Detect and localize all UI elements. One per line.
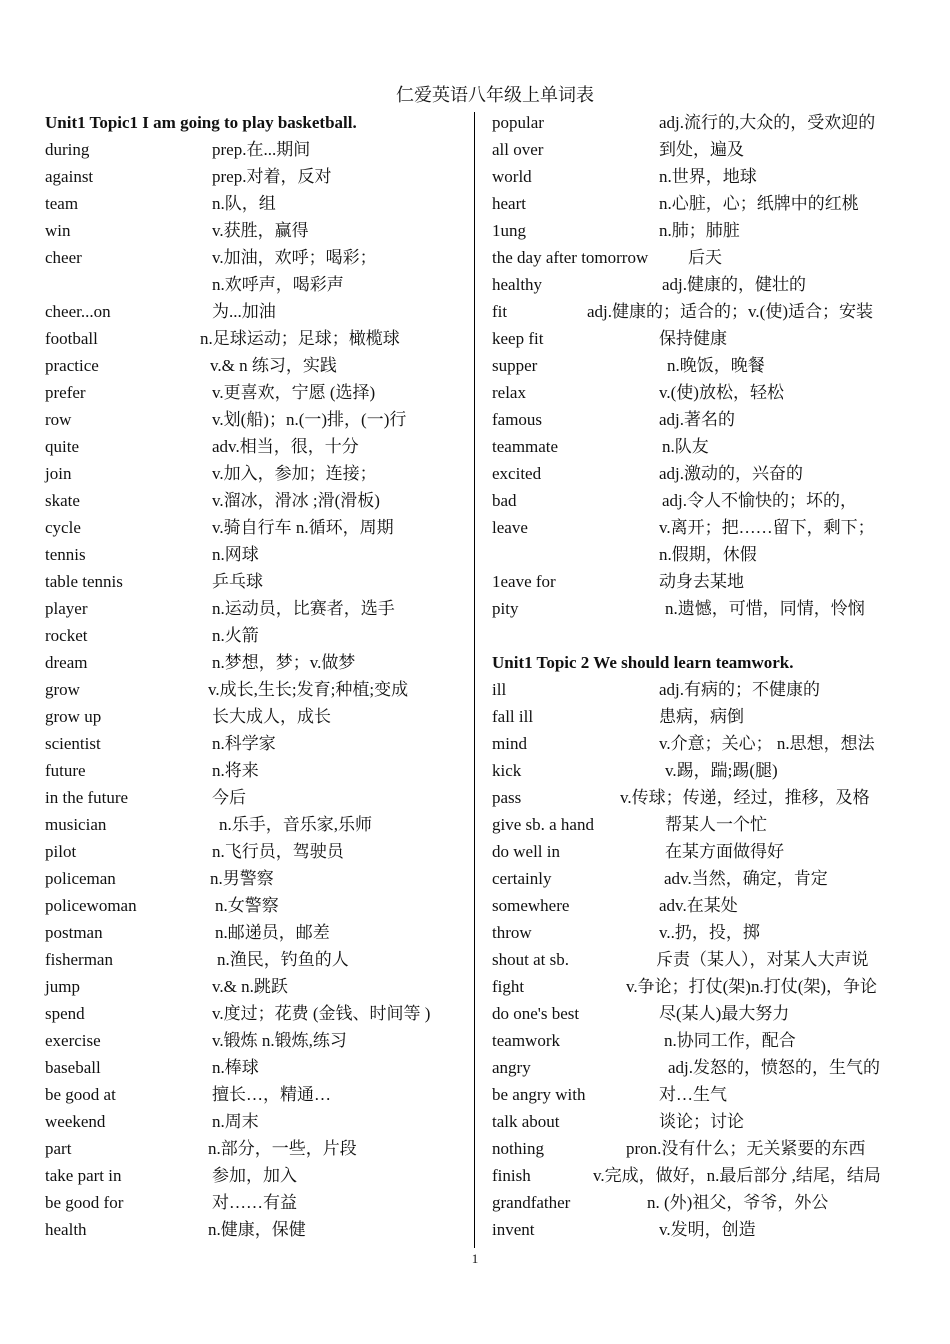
chinese-definition: n.假期，休假 (659, 545, 757, 564)
vocab-entry (45, 919, 465, 946)
english-word: dream (45, 653, 88, 672)
english-word: nothing (492, 1139, 544, 1158)
english-word: spend (45, 1004, 85, 1023)
chinese-definition: 长大成人，成长 (212, 707, 331, 726)
chinese-definition: n.周末 (212, 1112, 259, 1131)
vocab-entry (45, 811, 465, 838)
chinese-definition: 对……有益 (212, 1193, 297, 1212)
vocab-entry (45, 595, 465, 622)
chinese-definition: n.肺；肺脏 (659, 221, 740, 240)
vocab-entry (492, 1081, 932, 1108)
vocab-entry (492, 541, 932, 568)
page-title: 仁爱英语八年级上单词表 (396, 85, 594, 105)
english-word: future (45, 761, 86, 780)
vocab-entry (45, 784, 465, 811)
english-word: pass (492, 788, 522, 807)
english-word: throw (492, 923, 532, 942)
chinese-definition: 斥责（某人），对某人大声说 (656, 950, 869, 969)
english-word: musician (45, 815, 107, 834)
english-word: kick (492, 761, 522, 780)
english-word: grandfather (492, 1193, 571, 1212)
vocab-entry (492, 568, 932, 595)
english-word: player (45, 599, 88, 618)
chinese-definition: n.健康，保健 (208, 1220, 306, 1239)
chinese-definition: n.科学家 (212, 734, 276, 753)
english-word: football (45, 329, 98, 348)
english-word: fall ill (492, 707, 534, 726)
chinese-definition: 对…生气 (659, 1085, 727, 1104)
section-heading (45, 109, 465, 136)
chinese-definition: adj.令人不愉快的；坏的， (662, 491, 858, 510)
chinese-definition: v..扔，投，掷 (659, 923, 760, 942)
chinese-definition: n.队，组 (212, 194, 276, 213)
english-word: team (45, 194, 79, 213)
english-word: teammate (492, 437, 559, 456)
chinese-definition: v.加入，参加；连接； (212, 464, 377, 483)
english-word: exercise (45, 1031, 101, 1050)
vocab-entry (45, 946, 465, 973)
chinese-definition: n.欢呼声，喝彩声 (212, 275, 344, 294)
vocab-entry (492, 1189, 932, 1216)
vocab-entry (45, 1162, 465, 1189)
vocab-entry (492, 1027, 932, 1054)
english-word: fight (492, 977, 525, 996)
vocab-entry (492, 136, 932, 163)
vocab-entry (45, 136, 465, 163)
english-word: row (45, 410, 72, 429)
chinese-definition: 谈论；讨论 (659, 1112, 744, 1131)
english-word: do well in (492, 842, 560, 861)
english-word: scientist (45, 734, 101, 753)
chinese-definition: v.溜冰，滑冰 ;滑(滑板) (212, 491, 380, 510)
vocab-entry (492, 1108, 932, 1135)
vocab-entry (45, 379, 465, 406)
vocab-entry (492, 163, 932, 190)
chinese-definition: n.火箭 (212, 626, 259, 645)
chinese-definition: prep.对着，反对 (212, 167, 332, 186)
column-divider (474, 112, 475, 1248)
chinese-definition: n.女警察 (215, 896, 279, 915)
vocab-entry (45, 325, 465, 352)
chinese-definition: n.运动员，比赛者，选手 (212, 599, 395, 618)
vocab-entry (492, 109, 932, 136)
chinese-definition: adj.激动的，兴奋的 (659, 464, 804, 483)
heading-text: Unit1 Topic 2 We should learn teamwork. (492, 653, 794, 672)
english-word: certainly (492, 869, 552, 888)
vocab-entry (45, 1081, 465, 1108)
chinese-definition: v.度过；花费 (金钱、时间等 ) (212, 1004, 431, 1023)
english-word: quite (45, 437, 79, 456)
chinese-definition: v.介意；关心； n.思想，想法 (659, 734, 875, 753)
vocab-entry (492, 865, 932, 892)
english-word: invent (492, 1220, 535, 1239)
left-column (45, 109, 465, 1243)
vocab-entry (492, 730, 932, 757)
vocab-entry (45, 865, 465, 892)
chinese-definition: 到处，遍及 (659, 140, 744, 159)
vocab-entry (492, 757, 932, 784)
english-word: fisherman (45, 950, 113, 969)
vocab-entry (45, 433, 465, 460)
chinese-definition: v.骑自行车 n.循环，周期 (212, 518, 394, 537)
vocab-entry (45, 1108, 465, 1135)
vocab-entry (45, 460, 465, 487)
english-word: finish (492, 1166, 531, 1185)
chinese-definition: n.晚饭，晚餐 (667, 356, 765, 375)
english-word: cheer...on (45, 302, 111, 321)
vocab-entry (492, 325, 932, 352)
vocab-entry (492, 1162, 932, 1189)
english-word: table tennis (45, 572, 123, 591)
chinese-definition: v.加油，欢呼；喝彩； (212, 248, 377, 267)
vocab-entry (492, 811, 932, 838)
vocab-entry (492, 379, 932, 406)
chinese-definition: v.获胜，赢得 (212, 221, 309, 240)
chinese-definition: adv.相当，很，十分 (212, 437, 359, 456)
vocab-entry (45, 406, 465, 433)
english-word: join (45, 464, 72, 483)
english-word: world (492, 167, 532, 186)
vocab-entry (492, 487, 932, 514)
english-word: cheer (45, 248, 82, 267)
vocab-entry (492, 946, 932, 973)
english-word: grow up (45, 707, 102, 726)
vocab-entry (492, 514, 932, 541)
chinese-definition: n.网球 (212, 545, 259, 564)
english-word: win (45, 221, 71, 240)
english-word: against (45, 167, 94, 186)
vocab-entry (492, 271, 932, 298)
english-word: give sb. a hand (492, 815, 594, 834)
vocab-entry (45, 703, 465, 730)
english-word: weekend (45, 1112, 106, 1131)
chinese-definition: 帮某人一个忙 (665, 815, 767, 834)
vocab-entry (492, 433, 932, 460)
chinese-definition: v.更喜欢，宁愿 (选择) (212, 383, 376, 402)
chinese-definition: adj.发怒的，愤怒的，生气的 (668, 1058, 881, 1077)
chinese-definition: 乒乓球 (212, 572, 263, 591)
vocab-entry (492, 1054, 932, 1081)
vocab-entry (45, 622, 465, 649)
right-column (492, 109, 932, 1243)
vocab-entry (45, 1216, 465, 1243)
vocab-entry (45, 352, 465, 379)
english-word: policeman (45, 869, 116, 888)
chinese-definition: n.协同工作，配合 (664, 1031, 796, 1050)
vocab-entry (492, 595, 932, 622)
english-word: teamwork (492, 1031, 560, 1050)
english-word: take part in (45, 1166, 122, 1185)
page-number: 1 (471, 1251, 479, 1266)
chinese-definition: v.完成，做好，n.最后部分 ,结尾，结局 (593, 1166, 881, 1185)
chinese-definition: n.世界，地球 (659, 167, 757, 186)
english-word: policewoman (45, 896, 137, 915)
chinese-definition: v.踢，踹;踢(腿) (665, 761, 778, 780)
vocab-entry (45, 1054, 465, 1081)
english-word: mind (492, 734, 527, 753)
chinese-definition: v.(使)放松，轻松 (659, 383, 784, 402)
chinese-definition: 后天 (688, 248, 722, 267)
chinese-definition: n.部分，一些，片段 (208, 1139, 357, 1158)
chinese-definition: v.锻炼 n.锻炼,练习 (212, 1031, 347, 1050)
english-word: talk about (492, 1112, 560, 1131)
chinese-definition: v.成长,生长;发育;种植;变成 (208, 680, 409, 699)
vocab-entry (45, 541, 465, 568)
vocab-entry (45, 973, 465, 1000)
chinese-definition: adj.健康的；适合的；v.(使)适合；安装 (587, 302, 873, 321)
english-word: part (45, 1139, 72, 1158)
chinese-definition: pron.没有什么；无关紧要的东西 (626, 1139, 866, 1158)
english-word: baseball (45, 1058, 101, 1077)
english-word: 1ung (492, 221, 526, 240)
chinese-definition: n.足球运动；足球；橄榄球 (200, 329, 400, 348)
chinese-definition: n. (外)祖父，爷爷，外公 (647, 1193, 829, 1212)
vocab-entry (492, 217, 932, 244)
vocab-entry (492, 703, 932, 730)
chinese-definition: n.飞行员，驾驶员 (212, 842, 344, 861)
vocab-entry (492, 919, 932, 946)
english-word: prefer (45, 383, 86, 402)
vocab-entry (45, 892, 465, 919)
vocab-entry (45, 271, 465, 298)
vocab-entry (492, 1135, 932, 1162)
vocab-entry (45, 217, 465, 244)
chinese-definition: adj.有病的；不健康的 (659, 680, 821, 699)
chinese-definition: 参加，加入 (212, 1166, 297, 1185)
english-word: tennis (45, 545, 86, 564)
english-word: skate (45, 491, 80, 510)
vocab-entry (45, 1135, 465, 1162)
english-word: heart (492, 194, 526, 213)
vocab-entry (492, 298, 932, 325)
chinese-definition: v.划(船)；n.(一)排，(一)行 (212, 410, 407, 429)
heading-text: Unit1 Topic1 I am going to play basketball. (45, 113, 357, 132)
vocab-entry (45, 190, 465, 217)
english-word: all over (492, 140, 544, 159)
english-word: popular (492, 113, 544, 132)
english-word: excited (492, 464, 542, 483)
vocab-entry (492, 406, 932, 433)
english-word: pilot (45, 842, 77, 861)
english-word: be angry with (492, 1085, 586, 1104)
chinese-definition: v.& n 练习，实践 (210, 356, 337, 375)
vocab-entry (45, 568, 465, 595)
english-word: ill (492, 680, 507, 699)
chinese-definition: n.乐手，音乐家,乐师 (219, 815, 372, 834)
english-word: supper (492, 356, 538, 375)
chinese-definition: 尽(某人)最大努力 (659, 1004, 790, 1023)
vocab-entry (492, 676, 932, 703)
vocab-entry (492, 460, 932, 487)
chinese-definition: 今后 (212, 788, 246, 807)
english-word: somewhere (492, 896, 570, 915)
english-word: jump (45, 977, 80, 996)
chinese-definition: n.男警察 (210, 869, 274, 888)
english-word: famous (492, 410, 543, 429)
vocab-entry (492, 1216, 932, 1243)
chinese-definition: n.梦想，梦；v.做梦 (212, 653, 356, 672)
section-heading (492, 649, 932, 676)
vocab-entry (492, 973, 932, 1000)
chinese-definition: adv.当然，确定，肯定 (664, 869, 828, 888)
chinese-definition: v.争论；打仗(架)n.打仗(架)，争论 (626, 977, 878, 996)
vocab-entry (45, 1189, 465, 1216)
chinese-definition: 动身去某地 (659, 572, 744, 591)
vocab-entry (492, 892, 932, 919)
english-word: shout at sb. (492, 950, 569, 969)
english-word: health (45, 1220, 87, 1239)
chinese-definition: 患病，病倒 (659, 707, 744, 726)
vocab-entry (45, 1000, 465, 1027)
english-word: fit (492, 302, 508, 321)
english-word: 1eave for (492, 572, 556, 591)
vocab-entry (45, 649, 465, 676)
vocab-entry (45, 514, 465, 541)
chinese-definition: n.队友 (662, 437, 709, 456)
english-word: grow (45, 680, 80, 699)
chinese-definition: v.离开；把……留下，剩下； (659, 518, 875, 537)
chinese-definition: adj.流行的,大众的，受欢迎的 (659, 113, 876, 132)
chinese-definition: 为...加油 (212, 302, 276, 321)
english-word: practice (45, 356, 99, 375)
chinese-definition: adj.著名的 (659, 410, 736, 429)
vocab-entry (45, 730, 465, 757)
chinese-definition: 擅长…，精通… (212, 1085, 331, 1104)
vocab-entry (492, 244, 932, 271)
chinese-definition: v.& n.跳跃 (212, 977, 288, 996)
english-word: be good for (45, 1193, 124, 1212)
english-word: postman (45, 923, 103, 942)
vocab-entry (492, 838, 932, 865)
vocab-entry (45, 757, 465, 784)
vocab-entry (492, 352, 932, 379)
english-word: the day after tomorrow (492, 248, 649, 267)
english-word: angry (492, 1058, 531, 1077)
chinese-definition: adj.健康的，健壮的 (662, 275, 807, 294)
english-word: bad (492, 491, 517, 510)
chinese-definition: n.遗憾，可惜，同情，怜悯 (665, 599, 865, 618)
chinese-definition: 在某方面做得好 (665, 842, 784, 861)
vocab-entry (492, 190, 932, 217)
english-word: leave (492, 518, 528, 537)
vocab-entry (45, 298, 465, 325)
chinese-definition: v.传球；传递，经过，推移，及格 (620, 788, 870, 807)
chinese-definition: n.邮递员，邮差 (215, 923, 330, 942)
english-word: keep fit (492, 329, 544, 348)
chinese-definition: v.发明，创造 (659, 1220, 756, 1239)
vocab-entry (492, 784, 932, 811)
chinese-definition: 保持健康 (659, 329, 727, 348)
english-word: during (45, 140, 90, 159)
vocab-entry (492, 1000, 932, 1027)
chinese-definition: prep.在...期间 (212, 140, 311, 159)
vocab-entry (45, 163, 465, 190)
chinese-definition: n.棒球 (212, 1058, 259, 1077)
english-word: healthy (492, 275, 543, 294)
blank-line (492, 622, 932, 649)
vocab-entry (45, 838, 465, 865)
chinese-definition: n.渔民，钓鱼的人 (217, 950, 349, 969)
english-word: relax (492, 383, 526, 402)
chinese-definition: n.心脏，心；纸牌中的红桃 (659, 194, 859, 213)
chinese-definition: n.将来 (212, 761, 259, 780)
vocab-entry (45, 676, 465, 703)
chinese-definition: adv.在某处 (659, 896, 738, 915)
english-word: rocket (45, 626, 88, 645)
english-word: pity (492, 599, 519, 618)
english-word: cycle (45, 518, 81, 537)
english-word: in the future (45, 788, 129, 807)
english-word: be good at (45, 1085, 116, 1104)
vocab-entry (45, 244, 465, 271)
vocab-entry (45, 487, 465, 514)
english-word: do one's best (492, 1004, 580, 1023)
vocab-entry (45, 1027, 465, 1054)
